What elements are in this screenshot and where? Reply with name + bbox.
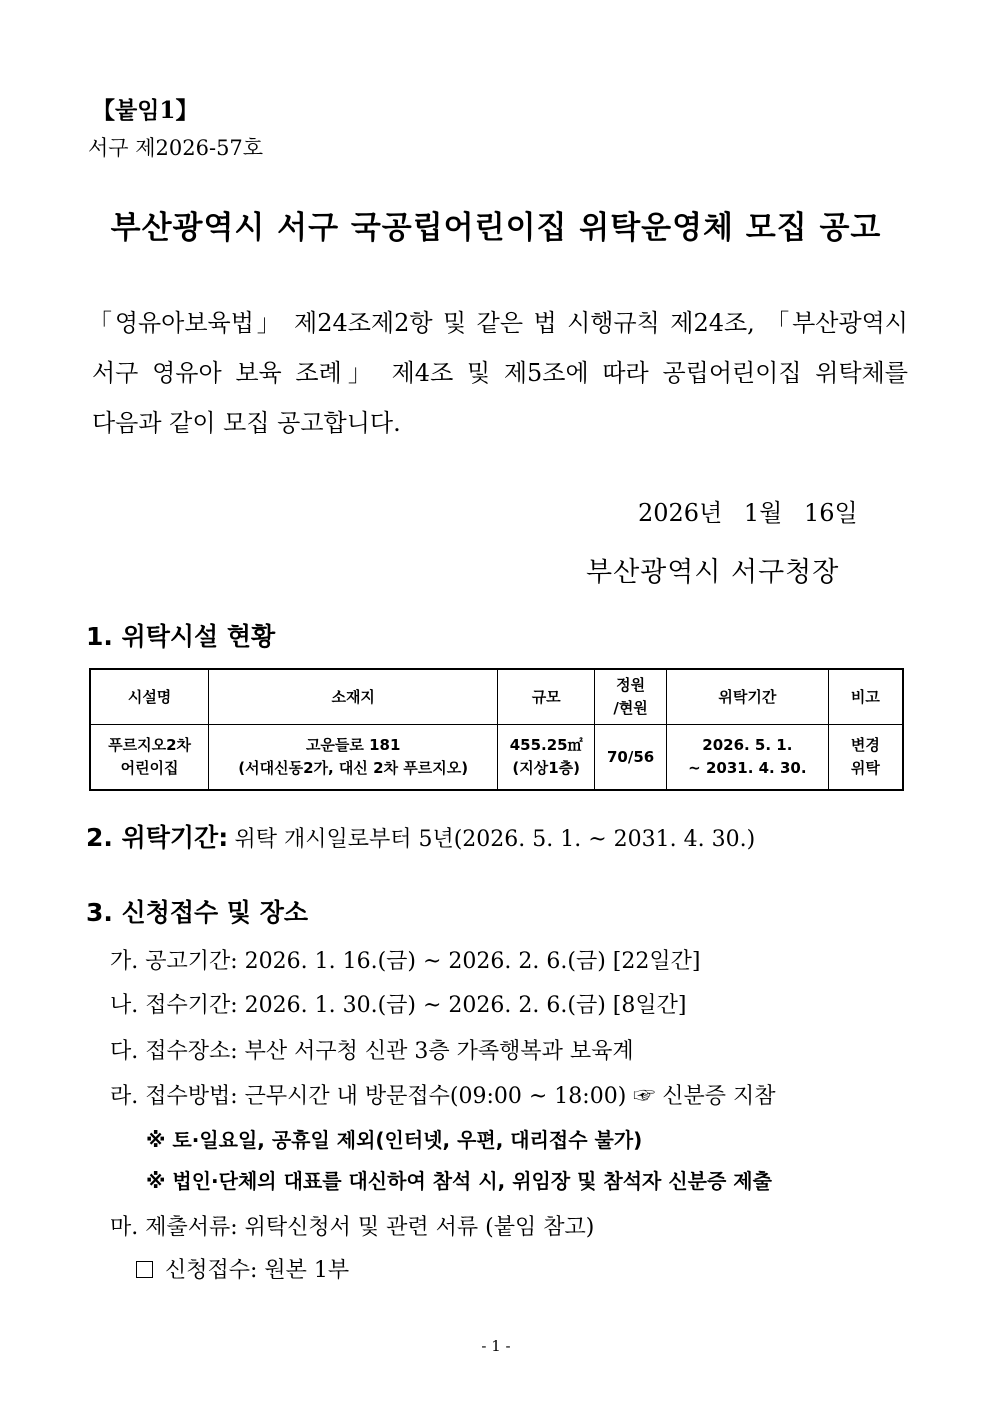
table-row [90, 725, 903, 791]
item-da: 다. 접수장소: 부산 서구청 신관 3층 가족행복과 보육계 [110, 1039, 634, 1064]
col-header-remark: 비고 [828, 669, 903, 725]
page-title: 부산광역시 서구 국공립어린이집 위탁운영체 모집 공고 [110, 210, 882, 246]
col-header-size: 규모 [498, 669, 595, 725]
col-header-period: 위탁기간 [667, 669, 829, 725]
attachment-label: 【붙임1】 [92, 97, 199, 124]
notice-date: 2026년 1월 16일 [638, 499, 858, 527]
col-header-capacity: 정원 /현원 [595, 669, 667, 725]
page-number: - 1 - [481, 1337, 511, 1355]
doc-number: 서구 제2026-57호 [88, 136, 264, 160]
facility-table [89, 668, 904, 791]
cell-remark: 변경 위탁 [828, 725, 903, 791]
cell-size: 455.25㎡ (지상1층) [498, 725, 595, 791]
checkbox-item-label: 신청접수: 원본 1부 [165, 1258, 350, 1283]
item-ma: 마. 제출서류: 위탁신청서 및 관련 서류 (붙임 참고) [110, 1215, 595, 1240]
square-icon [136, 1261, 153, 1278]
table-header-row [90, 669, 903, 725]
issuer: 부산광역시 서구청장 [586, 557, 840, 588]
cell-period: 2026. 5. 1. ~ 2031. 4. 30. [667, 725, 829, 791]
intro-line-3: 다음과 같이 모집 공고합니다. [92, 409, 401, 437]
note-1: ※ 토·일요일, 공휴일 제외(인터넷, 우편, 대리접수 불가) [146, 1128, 643, 1152]
intro-line-1: 「영유아보육법」 제24조제2항 및 같은 법 시행규칙 제24조, 「부산광역시 [88, 309, 908, 337]
col-header-facility: 시설명 [90, 669, 209, 725]
intro-line-2: 서구 영유아 보육 조례」 제4조 및 제5조에 따라 공립어린이집 위탁체를 [92, 359, 908, 387]
cell-capacity: 70/56 [595, 725, 667, 791]
cell-address: 고운들로 181 (서대신동2가, 대신 2차 푸르지오) [209, 725, 498, 791]
section-3-heading: 3. 신청접수 및 장소 [86, 898, 309, 927]
item-ga: 가. 공고기간: 2026. 1. 16.(금) ~ 2026. 2. 6.(금) [22일간] [110, 949, 701, 974]
checkbox-item [136, 1253, 349, 1284]
section-2-text: 위탁 개시일로부터 5년(2026. 5. 1. ~ 2031. 4. 30.) [234, 827, 756, 852]
item-na: 나. 접수기간: 2026. 1. 30.(금) ~ 2026. 2. 6.(금) [8일간] [110, 993, 687, 1018]
cell-facility: 푸르지오2차 어린이집 [90, 725, 209, 791]
note-2: ※ 법인·단체의 대표를 대신하여 참석 시, 위임장 및 참석자 신분증 제출 [146, 1169, 772, 1193]
col-header-address: 소재지 [209, 669, 498, 725]
section-1-heading: 1. 위탁시설 현황 [86, 622, 276, 651]
intro-paragraph [88, 298, 908, 448]
section-2 [86, 818, 755, 854]
section-2-heading: 2. 위탁기간: [86, 823, 229, 852]
item-ra: 라. 접수방법: 근무시간 내 방문접수(09:00 ~ 18:00) ☞ 신분증 지참 [110, 1084, 776, 1109]
